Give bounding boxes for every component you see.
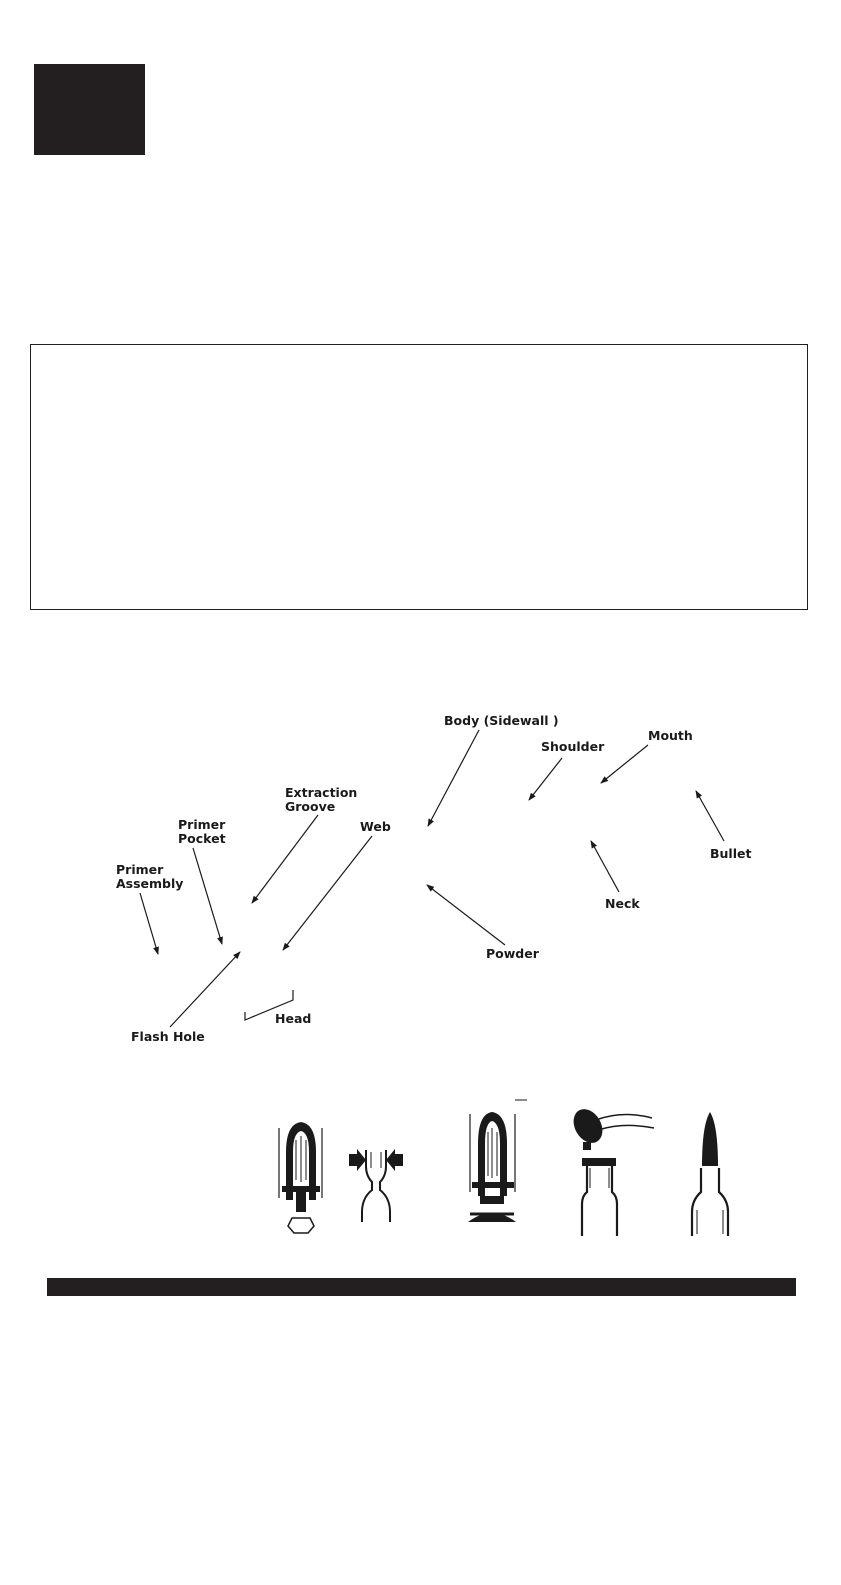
arrow-mouth	[601, 745, 648, 783]
arrow-body	[428, 730, 479, 826]
section-divider-bar	[47, 1278, 796, 1296]
label-neck: Neck	[605, 896, 640, 911]
step-4-seat-bullet-illustration	[568, 1104, 654, 1236]
label-primer-pocket-2: Pocket	[178, 831, 226, 846]
arrow-powder	[427, 885, 505, 945]
label-powder: Powder	[486, 946, 539, 961]
arrow-primer-assembly	[140, 893, 158, 954]
label-primer-assembly-2: Assembly	[116, 876, 184, 891]
label-extraction-groove-2: Groove	[285, 799, 336, 814]
label-web: Web	[360, 819, 391, 834]
step-3-prime-illustration	[468, 1100, 527, 1222]
label-flash-hole: Flash Hole	[131, 1029, 205, 1044]
label-primer-pocket-1: Primer	[178, 817, 226, 832]
arrow-shoulder	[529, 758, 562, 800]
label-bullet: Bullet	[710, 846, 752, 861]
arrow-web	[283, 836, 372, 950]
step-1-decap-illustration	[279, 1122, 322, 1233]
label-body: Body (Sidewall )	[444, 713, 559, 728]
arrow-extraction-groove	[252, 815, 318, 903]
arrow-primer-pocket	[193, 848, 222, 944]
label-shoulder: Shoulder	[541, 739, 605, 754]
step-5-loaded-cartridge-illustration	[692, 1112, 728, 1236]
label-primer-assembly-1: Primer	[116, 862, 164, 877]
arrow-bullet	[696, 791, 724, 841]
step-2-resize-illustration	[349, 1149, 403, 1222]
arrow-neck	[591, 841, 619, 892]
arrow-flash-hole	[170, 952, 240, 1027]
label-head: Head	[275, 1011, 312, 1026]
label-mouth: Mouth	[648, 728, 693, 743]
label-extraction-groove-1: Extraction	[285, 785, 358, 800]
